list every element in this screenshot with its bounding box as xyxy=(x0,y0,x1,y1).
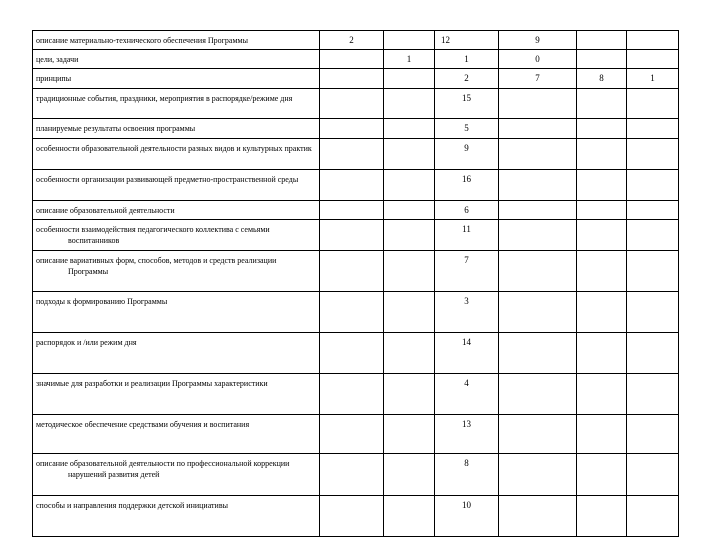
value-cell xyxy=(627,251,679,292)
value-cell: 10 xyxy=(435,496,499,537)
value-cell xyxy=(499,220,577,251)
row-label-cell xyxy=(33,496,320,537)
value-cell xyxy=(499,89,577,119)
value-cell xyxy=(320,415,384,454)
value-cell xyxy=(384,251,435,292)
value-cell: 1 xyxy=(435,50,499,69)
row-label: описание материально-технического обеспечения Программы xyxy=(36,36,248,45)
value-cell xyxy=(320,220,384,251)
value-cell xyxy=(577,50,627,69)
value-cell xyxy=(577,496,627,537)
value-cell: 9 xyxy=(499,31,577,50)
value-cell xyxy=(384,220,435,251)
value-cell xyxy=(627,50,679,69)
value-cell xyxy=(320,333,384,374)
table-row xyxy=(33,220,679,251)
value-cell xyxy=(627,89,679,119)
row-label: значимые для разработки и реализации Программы характеристики xyxy=(36,379,268,388)
value-cell xyxy=(320,374,384,415)
value-cell xyxy=(384,89,435,119)
value-cell xyxy=(627,374,679,415)
row-label-cell xyxy=(33,170,320,201)
value-cell xyxy=(384,333,435,374)
value-cell xyxy=(384,170,435,201)
value-cell xyxy=(384,119,435,139)
row-label: традиционные события, праздники, мероприятия в распорядке/режиме дня xyxy=(36,94,293,103)
value-cell xyxy=(320,170,384,201)
row-label-cell xyxy=(33,292,320,333)
table-row xyxy=(33,170,679,201)
table-row xyxy=(33,292,679,333)
table-row xyxy=(33,374,679,415)
value-cell xyxy=(499,496,577,537)
row-label-cell xyxy=(33,454,320,496)
matching-table xyxy=(32,30,679,537)
value-cell xyxy=(499,119,577,139)
value-cell xyxy=(499,139,577,170)
value-cell xyxy=(627,220,679,251)
row-label: описание образовательной деятельности xyxy=(36,206,175,215)
row-label-cell xyxy=(33,220,320,251)
value-cell xyxy=(384,496,435,537)
row-label: особенности взаимодействия педагогического коллектива с семьями воспитанников xyxy=(36,225,270,245)
value-cell xyxy=(627,119,679,139)
value-cell: 1 xyxy=(384,50,435,69)
value-cell xyxy=(627,170,679,201)
table-row xyxy=(33,119,679,139)
value-cell xyxy=(499,201,577,220)
value-cell: 2 xyxy=(435,69,499,89)
value-cell xyxy=(384,201,435,220)
value-cell xyxy=(499,251,577,292)
row-label: описание образовательной деятельности по профессиональной коррекции нарушений развития детей xyxy=(36,459,290,479)
table-row xyxy=(33,496,679,537)
value-cell xyxy=(627,333,679,374)
row-label: способы и направления поддержки детской инициативы xyxy=(36,501,228,510)
value-cell xyxy=(499,454,577,496)
row-label-cell xyxy=(33,119,320,139)
value-cell xyxy=(577,454,627,496)
value-cell xyxy=(577,415,627,454)
table-row xyxy=(33,415,679,454)
value-cell xyxy=(499,170,577,201)
value-cell xyxy=(499,415,577,454)
value-cell xyxy=(384,31,435,50)
value-cell: 6 xyxy=(435,201,499,220)
value-cell xyxy=(577,139,627,170)
row-label-cell xyxy=(33,69,320,89)
row-label-cell xyxy=(33,139,320,170)
value-cell xyxy=(320,89,384,119)
value-cell xyxy=(499,292,577,333)
value-cell: 0 xyxy=(499,50,577,69)
value-cell xyxy=(320,251,384,292)
value-cell xyxy=(577,292,627,333)
value-cell xyxy=(577,170,627,201)
value-cell xyxy=(577,374,627,415)
row-label: принципы xyxy=(36,74,72,83)
table-row xyxy=(33,50,679,69)
value-cell xyxy=(320,454,384,496)
value-cell xyxy=(577,201,627,220)
row-label: особенности организации развивающей предметно-пространственной среды xyxy=(36,175,299,184)
value-cell xyxy=(627,201,679,220)
value-cell xyxy=(627,292,679,333)
value-cell xyxy=(627,31,679,50)
table-row xyxy=(33,251,679,292)
value-cell xyxy=(627,139,679,170)
value-cell xyxy=(627,496,679,537)
value-cell xyxy=(384,69,435,89)
row-label-cell xyxy=(33,251,320,292)
value-cell xyxy=(320,496,384,537)
value-cell: 4 xyxy=(435,374,499,415)
value-cell xyxy=(320,69,384,89)
value-cell xyxy=(320,292,384,333)
table-row xyxy=(33,89,679,119)
row-label-cell xyxy=(33,374,320,415)
value-cell: 13 xyxy=(435,415,499,454)
value-cell: 16 xyxy=(435,170,499,201)
value-cell xyxy=(320,50,384,69)
value-cell xyxy=(320,119,384,139)
value-cell: 12 xyxy=(435,31,499,50)
value-cell: 2 xyxy=(320,31,384,50)
row-label: описание вариативных форм, способов, методов и средств реализации Программы xyxy=(36,256,277,276)
value-cell: 14 xyxy=(435,333,499,374)
value-cell: 1 xyxy=(627,69,679,89)
row-label: особенности образовательной деятельности разных видов и культурных практик xyxy=(36,144,312,153)
value-cell xyxy=(577,89,627,119)
value-cell: 9 xyxy=(435,139,499,170)
table-row xyxy=(33,69,679,89)
row-label-cell xyxy=(33,50,320,69)
value-cell xyxy=(577,220,627,251)
value-cell xyxy=(384,139,435,170)
row-label: распорядок и /или режим дня xyxy=(36,338,137,347)
row-label: методическое обеспечение средствами обучения и воспитания xyxy=(36,420,250,429)
table-row xyxy=(33,139,679,170)
value-cell: 15 xyxy=(435,89,499,119)
value-cell xyxy=(577,333,627,374)
value-cell xyxy=(384,454,435,496)
value-cell xyxy=(384,292,435,333)
value-cell xyxy=(577,251,627,292)
row-label-cell xyxy=(33,201,320,220)
value-cell: 7 xyxy=(499,69,577,89)
value-cell xyxy=(627,454,679,496)
row-label-cell xyxy=(33,31,320,50)
row-label: цели, задачи xyxy=(36,55,79,64)
value-cell xyxy=(384,374,435,415)
value-cell xyxy=(384,415,435,454)
table-row xyxy=(33,201,679,220)
value-cell xyxy=(577,119,627,139)
row-label-cell xyxy=(33,415,320,454)
value-cell xyxy=(320,201,384,220)
value-cell xyxy=(320,139,384,170)
row-label-cell xyxy=(33,333,320,374)
value-cell: 5 xyxy=(435,119,499,139)
row-label-cell xyxy=(33,89,320,119)
value-cell xyxy=(499,374,577,415)
value-cell: 7 xyxy=(435,251,499,292)
value-cell: 8 xyxy=(577,69,627,89)
table-row xyxy=(33,333,679,374)
value-cell: 8 xyxy=(435,454,499,496)
row-label: подходы к формированию Программы xyxy=(36,297,168,306)
value-cell xyxy=(499,333,577,374)
value-cell xyxy=(577,31,627,50)
value-cell: 3 xyxy=(435,292,499,333)
value-cell: 11 xyxy=(435,220,499,251)
row-label: планируемые результаты освоения программы xyxy=(36,124,196,133)
value-cell xyxy=(627,415,679,454)
table-row xyxy=(33,454,679,496)
table-row xyxy=(33,31,679,50)
